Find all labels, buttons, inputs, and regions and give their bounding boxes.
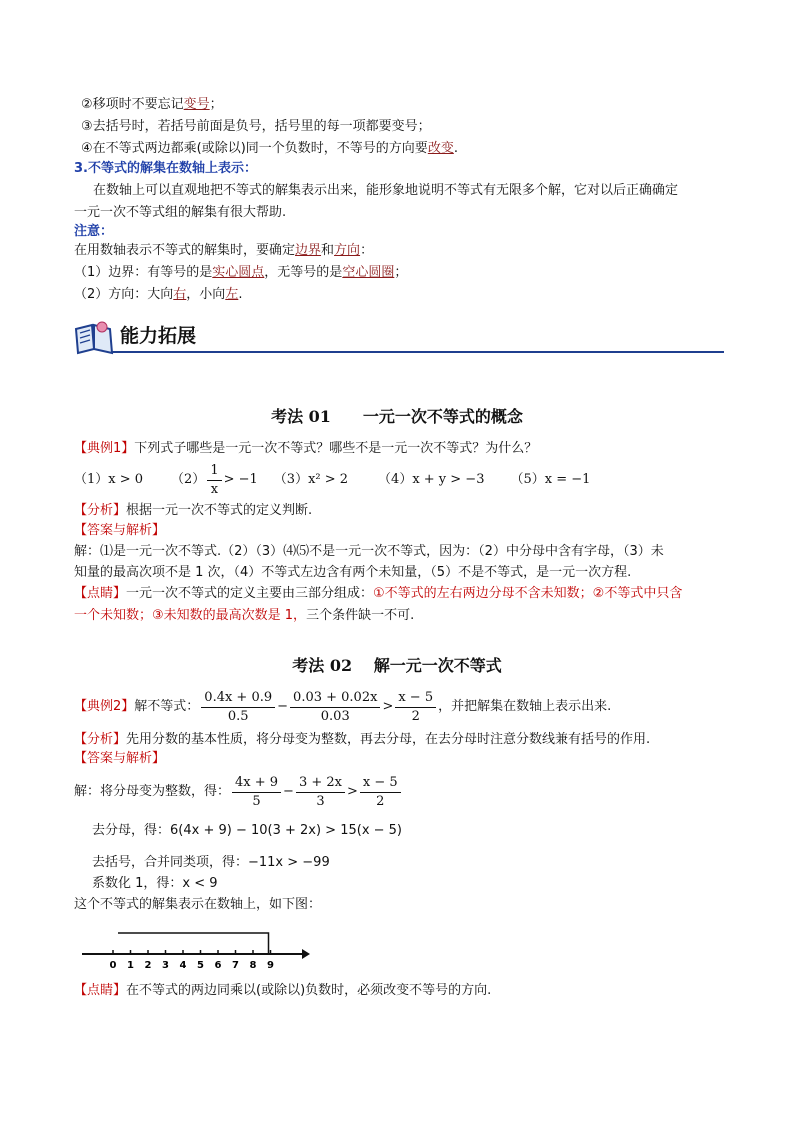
tip-1-line-2 [74,607,414,625]
example-1 [74,440,537,458]
example-1-items [74,462,590,498]
example-2-frac-1 [201,689,275,726]
note-1-solid-dot: 实心圆点 [212,265,265,280]
tip-2 [74,982,491,1000]
example-1-label: 【典例1】 [74,441,135,456]
banner-rule [112,351,724,353]
analysis-1 [74,502,312,520]
frac-2-den: 0.03 [320,708,350,724]
tip-1-conditions: ①不等式的左右两边分母不含未知数；②不等式中只含 [373,586,683,601]
answer-1-label: 【答案与解析】 [74,523,166,538]
note-0-text: 在用数轴表示不等式的解集时，要确定 [74,243,296,258]
example-2-frac-3 [395,689,436,726]
note-line-1 [74,264,407,282]
rule-2-text: ②移项时不要忘记 [81,97,184,112]
analysis-2 [74,731,650,749]
note-2-mid: ，小向 [186,287,226,302]
tip-1-conditions-2: 一个未知数；③未知数的最高次数是 1， [74,608,307,623]
example-2-prefix: 解不等式： [134,699,200,714]
analysis-2-text: 先用分数的基本性质，将分母变为整数，再去分母，在去分母时注意分数线兼有括号的作用. [126,732,651,747]
tip-1-text: 一元一次不等式的定义主要由三部分组成： [126,586,374,601]
item-3: （3）x² > 2 [273,472,349,487]
section-banner [72,315,724,357]
section-3-heading: 3.不等式的解集在数轴上表示： [74,161,257,176]
step-frac-3-den: 2 [376,793,385,809]
analysis-2-label: 【分析】 [74,732,127,747]
book-icon [72,319,116,355]
tick-label: 9 [267,960,274,971]
step-frac-1-den: 5 [252,793,261,809]
tick-label: 2 [144,960,152,971]
frac-1-num: 0.4x + 0.9 [201,689,275,708]
analysis-1-label: 【分析】 [74,503,127,518]
example-2-frac-2 [290,689,380,726]
note-line-0 [74,242,373,260]
section-3-para-2: 一元一次不等式组的解集有很大帮助. [74,205,287,220]
tick-label: 0 [109,960,117,971]
example-2-label: 【典例2】 [74,699,135,714]
rule-2-end: ； [209,97,223,112]
frac-2-num: 0.03 + 0.02x [290,689,380,708]
note-2-right: 右 [173,287,187,302]
tick-label: 5 [197,960,204,971]
step-frac-2-num: 3 + 2x [296,774,345,793]
item-1: （1）x > 0 [74,472,144,487]
example-2-minus: − [277,699,289,714]
example-2-suffix: ，并把解集在数轴上表示出来. [438,699,612,714]
item-5: （5）x = −1 [510,472,591,487]
frac-1-den: 0.5 [227,708,249,724]
tip-1-label: 【点睛】 [74,586,127,601]
note-0-end: ： [360,243,374,258]
analysis-1-text: 根据一元一次不等式的定义判断. [126,503,313,518]
section-3-para-1: 在数轴上可以直观地把不等式的解集表示出来，能形象地说明不等式有无限多个解，它对以后正确确定 [93,183,679,198]
method-1-title: 考法 01 一元一次不等式的概念 [271,407,523,426]
method-2-title: 考法 02 解一元一次不等式 [292,656,502,675]
item-2-rest: > −1 [223,472,258,487]
step-1-frac-1 [232,774,281,811]
banner-title: 能力拓展 [120,325,197,347]
step-1-gt: > [346,784,358,799]
example-2-gt: > [382,699,394,714]
number-line-arrow [302,949,310,959]
tip-2-text: 在不等式的两边同乘以(或除以)负数时，必须改变不等号的方向. [126,983,492,998]
tick-label: 8 [249,960,257,971]
example-2 [74,686,611,728]
answer-2-label: 【答案与解析】 [74,751,166,766]
item-2-fraction [207,462,221,499]
solution-2-step-2: 去分母，得：6(4x + 9) − 10(3 + 2x) > 15(x − 5) [92,823,403,838]
rule-2-underline: 变号 [183,97,210,112]
tick-label: 6 [214,960,222,971]
item-2-den: x [210,481,219,497]
tip-1-end: 三个条件缺一不可. [306,608,415,623]
rule-4-text: ④在不等式两边都乘(或除以)同一个负数时，不等号的方向要 [81,141,428,156]
note-1-text: （1）边界：有等号的是 [74,265,213,280]
item-4: （4）x + y > −3 [378,472,485,487]
note-0-and: 和 [321,243,335,258]
step-1-frac-3 [360,774,401,811]
step-1-minus: − [283,784,294,799]
note-1-hollow-circle: 空心圆圈 [342,265,395,280]
note-0-direction: 方向 [334,243,361,258]
note-1-end: ； [394,265,408,280]
note-2-text: （2）方向：大向 [74,287,174,302]
number-line [80,925,320,977]
step-1-text: 解：将分母变为整数，得： [74,784,231,799]
tick-label: 7 [232,960,239,971]
note-2-end: . [238,287,243,302]
solution-1-line-1: 解：⑴是一元一次不等式.（2）（3）⑷⑸不是一元一次不等式，因为：（2）中分母中含有字母，（3）未 [74,544,664,559]
step-frac-1-num: 4x + 9 [232,774,281,793]
tip-2-label: 【点睛】 [74,983,127,998]
tick-label: 1 [127,960,134,971]
step-frac-3-num: x − 5 [360,774,401,793]
rule-4-underline: 改变 [427,141,454,156]
rule-2 [81,96,223,114]
tip-1-line-1 [74,585,682,603]
note-0-boundary: 边界 [295,243,322,258]
solution-2-step-3: 去括号，合并同类项，得：−11x > −99 [92,855,330,870]
solution-bracket [118,933,269,954]
solution-2-step-1 [74,770,403,814]
step-1-frac-2 [296,774,345,811]
note-label: 注意： [74,224,114,239]
example-1-question: 下列式子哪些是一元一次不等式？哪些不是一元一次不等式？为什么？ [134,441,538,456]
frac-3-den: 2 [411,708,420,724]
rule-4-end: . [453,141,458,156]
tick-label: 4 [179,960,187,971]
item-2-label: （2） [171,472,206,487]
rule-3: ③去括号时，若括号前面是负号，括号里的每一项都要变号； [81,119,431,134]
tick-label: 3 [162,960,169,971]
frac-3-num: x − 5 [395,689,436,708]
note-1-mid: ，无等号的是 [264,265,343,280]
solution-1-line-2: 知量的最高次项不是 1 次，（4）不等式左边含有两个未知量，（5）不是不等式，是一元一次方程. [74,565,632,580]
solution-2-step-5: 这个不等式的解集表示在数轴上，如下图： [74,897,322,912]
rule-4 [81,140,458,158]
note-line-2 [74,286,242,304]
note-2-left: 左 [225,287,239,302]
item-2-num: 1 [207,462,221,481]
step-frac-2-den: 3 [316,793,325,809]
solution-2-step-4: 系数化 1，得：x < 9 [92,876,218,891]
